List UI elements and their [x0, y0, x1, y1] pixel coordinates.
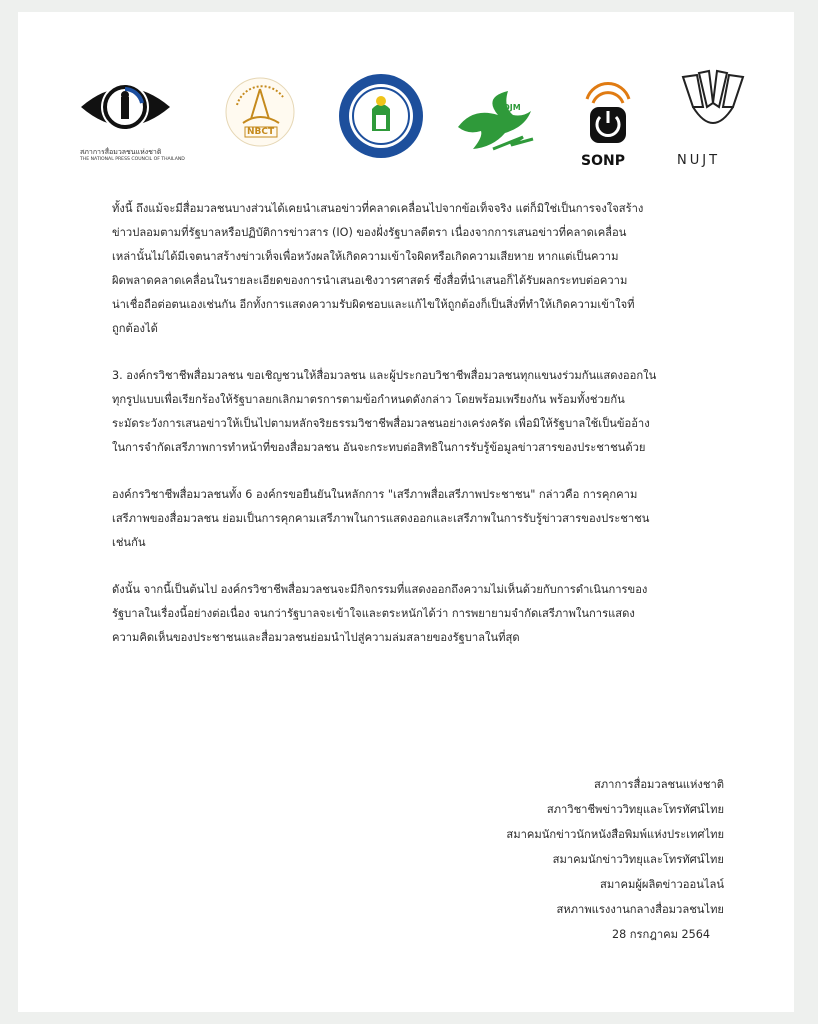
sonp-logo	[573, 77, 643, 177]
ojm-caption: OJM	[503, 103, 521, 112]
eye-emblem-icon	[78, 67, 173, 147]
signatory-name: สมาคมผู้ผลิตข่าวออนไลน์	[599, 878, 724, 891]
ojm-logo	[453, 87, 543, 177]
nujt-caption: NUJT	[677, 153, 721, 168]
text-line: น่าเชื่อถือต่อตนเองเช่นกัน อีกทั้งการแสดงความรับผิดชอบและแก้ไขให้ถูกต้องก็เป็นสิ่งที่ทำให้เกิดความเข้าใจที่	[112, 298, 635, 311]
paragraph-3	[112, 483, 732, 555]
text-line: ถูกต้องได้	[112, 322, 158, 335]
text-line: เสรีภาพของสื่อมวลชน ย่อมเป็นการคุกคามเสรีภาพในการแสดงออกและเสรีภาพในการรับรู้ข่าวสารของประชาชน	[112, 512, 650, 525]
signatory-name: สหภาพแรงงานกลางสื่อมวลชนไทย	[556, 903, 724, 916]
signatory-name: สภาการสื่อมวลชนแห่งชาติ	[593, 778, 724, 791]
text-line: องค์กรวิชาชีพสื่อมวลชนทั้ง 6 องค์กรขอยืนยันในหลักการ "เสรีภาพสื่อเสรีภาพประชาชน" กล่าวคือ การคุกคาม	[112, 488, 638, 501]
text-line: 3. องค์กรวิชาชีพสื่อมวลชน ขอเชิญชวนให้สื่อมวลชน และผู้ประกอบวิชาชีพสื่อมวลชนทุกแขนงร่วมกันแสดงออกใน	[112, 369, 657, 382]
paragraph-1	[112, 197, 732, 341]
nbct-logo	[223, 75, 298, 165]
text-line: ข่าวปลอมตามที่รัฐบาลหรือปฏิบัติการข่าวสาร (IO) ของฝั่งรัฐบาลตีตรา เนื่องจากการเสนอข่าวที่คลาดเคลื่อน	[112, 226, 627, 239]
text-line: ผิดพลาดคลาดเคลื่อนในรายละเอียดของการนำเสนอเชิงวารศาสตร์ ซึ่งสื่อที่นำเสนอก็ได้รับผลกระทบต่อความ	[112, 274, 628, 287]
tja-logo	[336, 71, 426, 161]
text-line: ความคิดเห็นของประชาชนและสื่อมวลชนย่อมนำไปสู่ความล่มสลายของรัฐบาลในที่สุด	[112, 631, 520, 644]
text-line: ดังนั้น จากนี้เป็นต้นไป องค์กรวิชาชีพสื่อมวลชนจะมีกิจกรรมที่แสดงออกถึงความไม่เห็นด้วยกับการดำเนินการของ	[112, 583, 648, 596]
signatory-name: สมาคมนักข่าววิทยุและโทรทัศน์ไทย	[552, 853, 724, 866]
paragraph-2	[112, 364, 732, 460]
statement-body	[112, 197, 732, 650]
signatory-name: สภาวิชาชีพข่าววิทยุและโทรทัศน์ไทย	[546, 803, 724, 816]
document-date: 28 กรกฎาคม 2564	[611, 928, 710, 941]
document-page	[18, 12, 794, 1012]
text-line: เหล่านั้นไม่ได้มีเจตนาสร้างข่าวเท็จเพื่อหวังผลให้เกิดความเข้าใจผิดหรือเกิดความเสียหาย หากแต่เป็นความ	[112, 250, 619, 263]
npct-caption-en: THE NATIONAL PRESS COUNCIL OF THAILAND	[80, 157, 185, 162]
text-line: ในการจำกัดเสรีภาพการทำหน้าที่ของสื่อมวลชน อันจะกระทบต่อสิทธิในการรับรู้ข้อมูลข่าวสารของประชาชนด้วย	[112, 441, 646, 454]
hands-emblem-icon	[673, 67, 753, 142]
signatory-block	[506, 772, 724, 947]
nujt-logo	[673, 67, 753, 177]
text-line: เช่นกัน	[112, 536, 146, 549]
nbct-caption: NBCT	[247, 127, 275, 137]
tja-emblem-icon	[336, 71, 426, 161]
logo-strip	[78, 67, 758, 182]
text-line: ทั้งนี้ ถึงแม้จะมีสื่อมวลชนบางส่วนได้เคยนำเสนอข่าวที่คลาดเคลื่อนไปจากข้อเท็จจริง แต่ก็มิใช่เป็นการจงใจสร้าง	[112, 202, 644, 215]
bird-emblem-icon	[453, 87, 543, 162]
signatory-name: สมาคมนักข่าวนักหนังสือพิมพ์แห่งประเทศไทย	[506, 828, 724, 841]
text-line: รัฐบาลในเรื่องนี้อย่างต่อเนื่อง จนกว่ารัฐบาลจะเข้าใจและตระหนักได้ว่า การพยายามจำกัดเสรีภาพในการแสดง	[112, 607, 635, 620]
npct-logo	[78, 67, 185, 177]
sonp-caption: SONP	[581, 153, 625, 169]
text-line: ระมัดระวังการเสนอข่าวให้เป็นไปตามหลักจริยธรรมวิชาชีพสื่อมวลชนอย่างเคร่งครัด เพื่อมิให้รัฐบาลใช้เป็นข้ออ้าง	[112, 417, 650, 430]
paragraph-4	[112, 578, 732, 650]
text-line: ทุกรูปแบบเพื่อเรียกร้องให้รัฐบาลยกเลิกมาตรการตามข้อกำหนดดังกล่าว โดยพร้อมเพรียงกัน พร้อมทั้งช่วยกัน	[112, 393, 625, 406]
power-button-icon	[573, 77, 643, 147]
npct-caption-th: สภาการสื่อมวลชนแห่งชาติ	[80, 148, 162, 156]
nbct-emblem-icon	[223, 75, 298, 150]
